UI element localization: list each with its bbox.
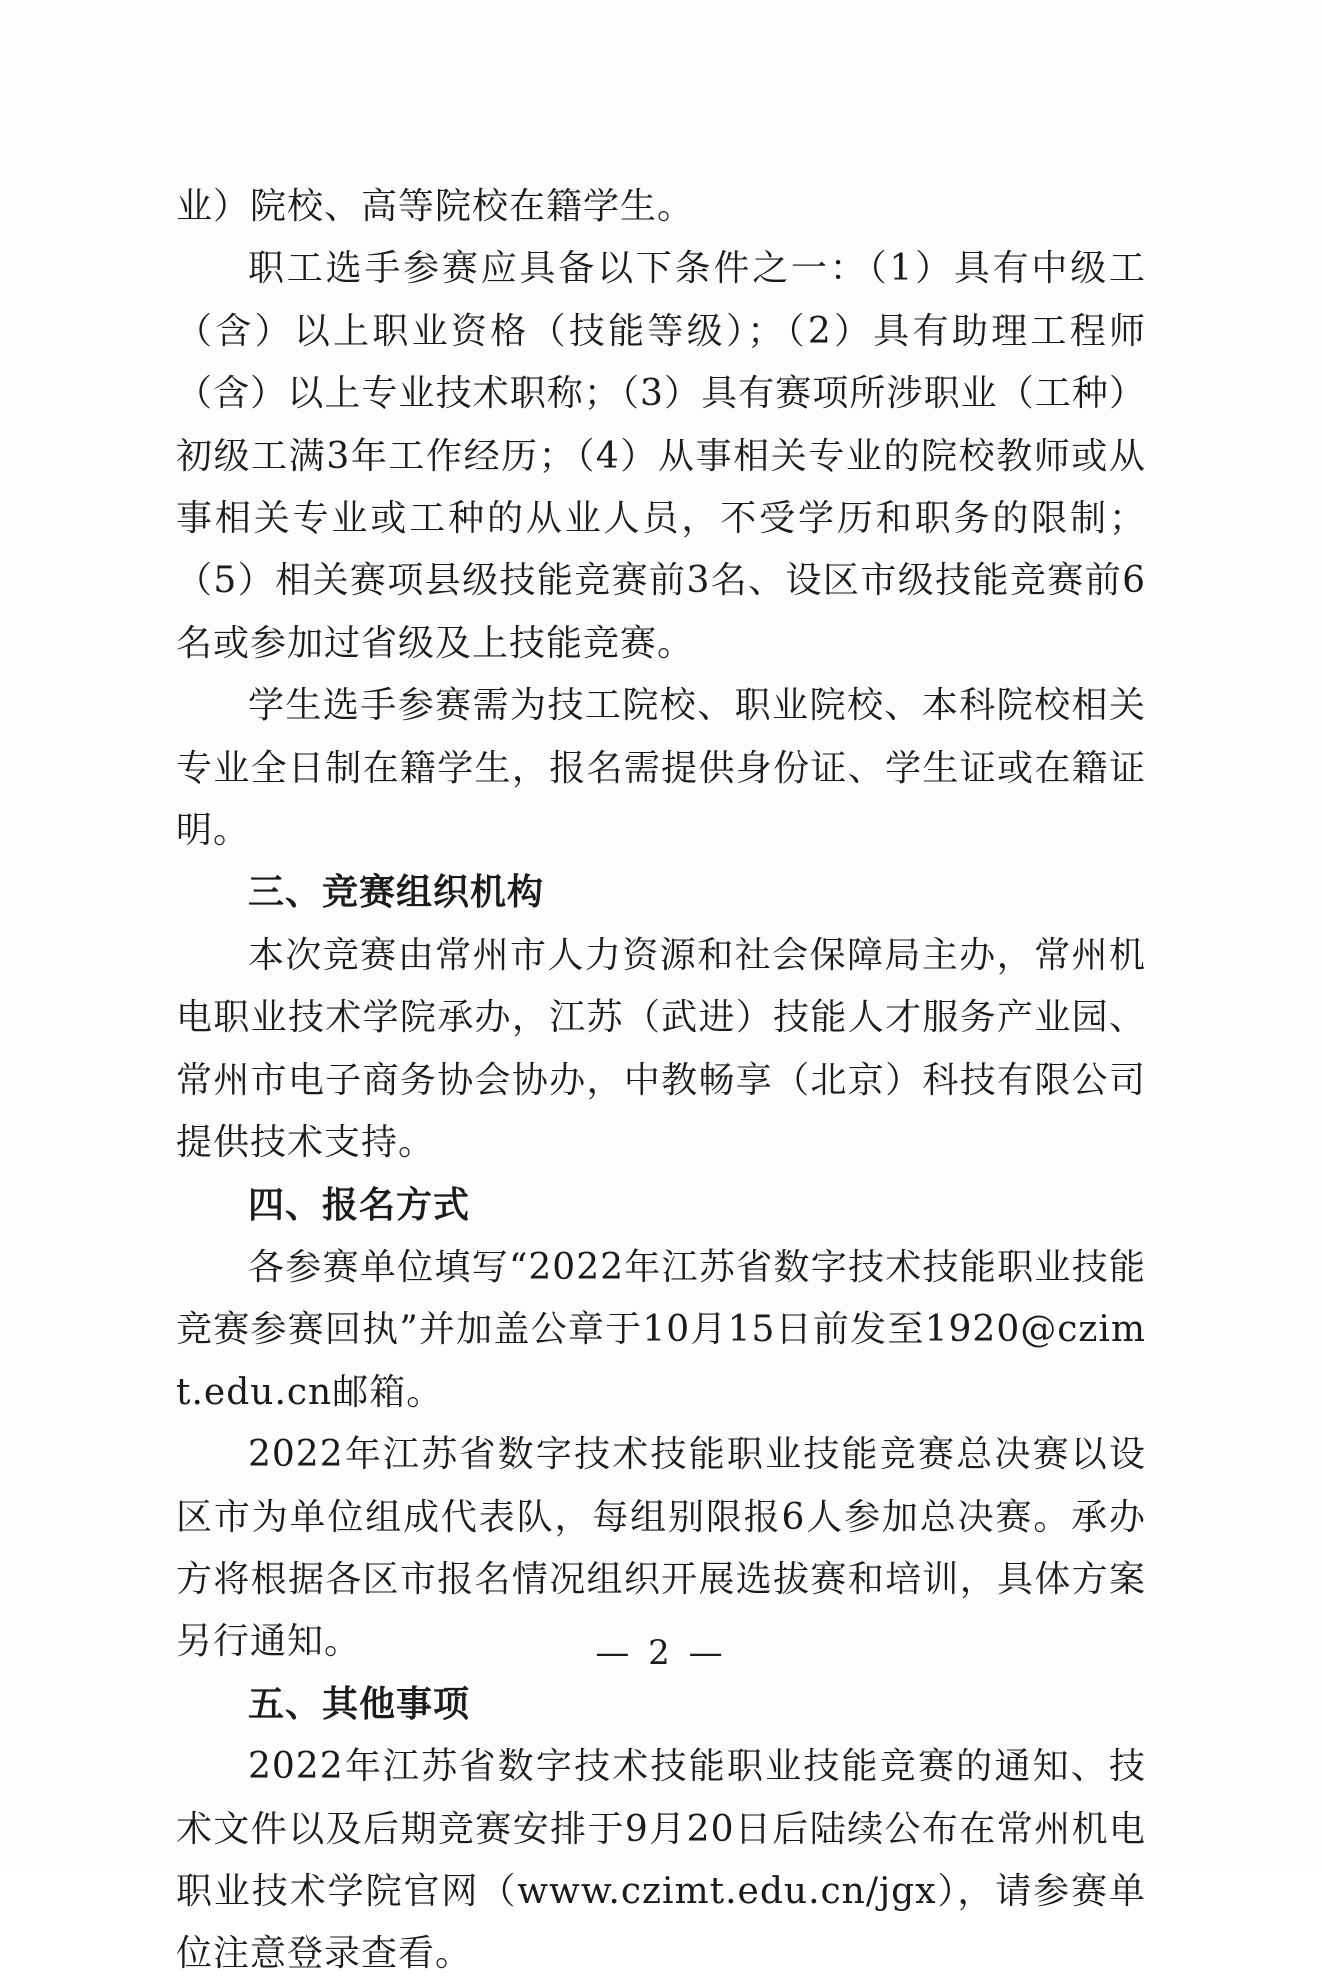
paragraph-organization: 本次竞赛由常州市人力资源和社会保障局主办，常州机电职业技术学院承办，江苏（武进）技能人才服务产业园、常州市电子商务协会协办，中教畅享（北京）科技有限公司提供技术支持。 [176,934,1146,1164]
section-heading-other-matters: 五、其他事项 [248,1683,471,1725]
paragraph-other-matters: 2022年江苏省数字技术技能职业技能竞赛的通知、技术文件以及后期竞赛安排于9月20日后陆续公布在常州机电职业技术学院官网（www.czimt.edu.cn/jgx），请参赛单位注意登录查看。 [176,1746,1146,1975]
paragraph-final-team: 2022年江苏省数字技术技能职业技能竞赛总决赛以设区市为单位组成代表队，每组别限报6人参加总决赛。承办方将根据各区市报名情况组织开展选拔赛和培训，具体方案另行通知。 [176,1434,1146,1663]
paragraph-continuation: 业）院校、高等院校在籍学生。 [176,186,695,227]
section-heading-registration: 四、报名方式 [248,1184,471,1226]
page-number: — 2 — [595,1633,727,1673]
document-body [176,176,1146,1986]
section-heading-organization: 三、竞赛组织机构 [248,872,545,914]
paragraph-registration-email: 各参赛单位填写“2022年江苏省数字技术技能职业技能竞赛参赛回执”并加盖公章于10月15日前发至1920@czimt.edu.cn邮箱。 [176,1246,1146,1413]
paragraph-student-eligibility: 学生选手参赛需为技工院校、职业院校、本科院校相关专业全日制在籍学生，报名需提供身份证、学生证或在籍证明。 [176,685,1146,852]
paragraph-employee-eligibility: 职工选手参赛应具备以下条件之一：（1）具有中级工（含）以上职业资格（技能等级）；（2）具有助理工程师（含）以上专业技术职称；（3）具有赛项所涉职业（工种）初级工满3年工作经历；（4）从事相关专业的院校教师或从事相关专业或工种的从业人员，不受学历和职务的限制；（5）相关赛项县级技能竞赛前3名、设区市级技能竞赛前6名或参加过省级及上技能竞赛。 [176,248,1146,664]
